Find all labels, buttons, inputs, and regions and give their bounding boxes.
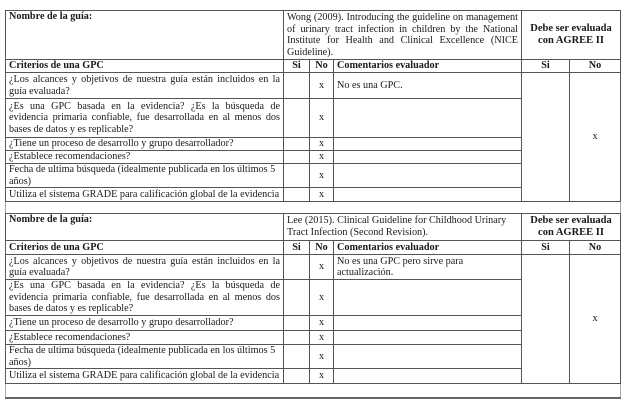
guide-title: Wong (2009). Introducing the guideline on management of urinary tract infection in children by the National Institute for Health and Clinical Excellence (NICE Guideline). <box>284 11 522 60</box>
criterion-cell: Fecha de ultima búsqueda (idealmente publicada en los últimos 5 años) <box>6 164 284 188</box>
table-row <box>6 255 621 280</box>
agree-header: Debe ser evaluada con AGREE II <box>522 11 621 60</box>
no-cell: x <box>310 369 334 384</box>
comment-cell <box>334 188 522 202</box>
criteria-header: Criterios de una GPC <box>6 60 284 73</box>
spacer-row <box>6 202 621 214</box>
criterion-cell: ¿Es una GPC basada en la evidencia? ¿Es la búsqueda de evidencia primaria confiable, fue desarrollada en al menos dos bases de datos y es replicable? <box>6 99 284 138</box>
comments-header: Comentarios evaluador <box>334 60 522 73</box>
criteria-header: Criterios de una GPC <box>6 241 284 255</box>
no-cell: x <box>310 345 334 369</box>
agree-no-cell: x <box>570 73 621 202</box>
comment-cell: No es una GPC. <box>334 73 522 99</box>
criterion-cell: ¿Los alcances y objetivos de nuestra guía están incluidos en la guía evaluada? <box>6 73 284 99</box>
spacer-cell <box>6 202 621 214</box>
comment-cell <box>334 369 522 384</box>
spacer-row <box>6 384 621 398</box>
si-cell <box>284 255 310 280</box>
criterion-cell: Fecha de ultima búsqueda (idealmente publicada en los últimos 5 años) <box>6 345 284 369</box>
comment-cell <box>334 151 522 164</box>
comment-cell <box>334 99 522 138</box>
no-cell: x <box>310 99 334 138</box>
si-cell <box>284 138 310 151</box>
si-cell <box>284 331 310 345</box>
no-cell: x <box>310 151 334 164</box>
si-cell <box>284 316 310 331</box>
si-cell <box>284 369 310 384</box>
si-cell <box>284 345 310 369</box>
no-cell: x <box>310 280 334 316</box>
guide-title: Lee (2015). Clinical Guideline for Childhood Urinary Tract Infection (Second Revision). <box>284 214 522 241</box>
si-cell <box>284 188 310 202</box>
no-cell: x <box>310 255 334 280</box>
guide-name-label: Nombre de la guía: <box>6 11 284 60</box>
comment-cell <box>334 164 522 188</box>
agree-si-cell <box>522 255 570 384</box>
no-header: No <box>310 60 334 73</box>
guide-evaluation-table-2 <box>5 213 621 399</box>
comments-header: Comentarios evaluador <box>334 241 522 255</box>
criterion-cell: ¿Es una GPC basada en la evidencia? ¿Es la búsqueda de evidencia primaria confiable, fue desarrollada en al menos dos bases de datos y es replicable? <box>6 280 284 316</box>
agree-header: Debe ser evaluada con AGREE II <box>522 214 621 241</box>
criterion-cell: ¿Los alcances y objetivos de nuestra guía están incluidos en la guía evaluada? <box>6 255 284 280</box>
comment-cell <box>334 345 522 369</box>
si-cell <box>284 99 310 138</box>
comment-cell <box>334 280 522 316</box>
agree-si-header: Si <box>522 60 570 73</box>
si-cell <box>284 73 310 99</box>
si-cell <box>284 280 310 316</box>
no-cell: x <box>310 73 334 99</box>
agree-no-header: No <box>570 60 621 73</box>
guide-name-label: Nombre de la guía: <box>6 214 284 241</box>
si-header: Si <box>284 241 310 255</box>
no-cell: x <box>310 188 334 202</box>
table-row <box>6 73 621 99</box>
criterion-cell: ¿Tiene un proceso de desarrollo y grupo desarrollador? <box>6 316 284 331</box>
no-cell: x <box>310 164 334 188</box>
criterion-cell: ¿Establece recomendaciones? <box>6 151 284 164</box>
no-header: No <box>310 241 334 255</box>
no-cell: x <box>310 316 334 331</box>
criterion-cell: ¿Tiene un proceso de desarrollo y grupo desarrollador? <box>6 138 284 151</box>
agree-no-header: No <box>570 241 621 255</box>
comment-cell <box>334 331 522 345</box>
si-cell <box>284 151 310 164</box>
comment-cell <box>334 138 522 151</box>
criterion-cell: Utiliza el sistema GRADE para calificación global de la evidencia <box>6 188 284 202</box>
no-cell: x <box>310 331 334 345</box>
guide-evaluation-table-1 <box>5 10 621 214</box>
spacer-cell <box>6 384 621 398</box>
no-cell: x <box>310 138 334 151</box>
comment-cell: No es una GPC pero sirve para actualización. <box>334 255 522 280</box>
agree-si-header: Si <box>522 241 570 255</box>
comment-cell <box>334 316 522 331</box>
agree-no-cell: x <box>570 255 621 384</box>
agree-si-cell <box>522 73 570 202</box>
si-cell <box>284 164 310 188</box>
criterion-cell: ¿Establece recomendaciones? <box>6 331 284 345</box>
criterion-cell: Utiliza el sistema GRADE para calificación global de la evidencia <box>6 369 284 384</box>
si-header: Si <box>284 60 310 73</box>
